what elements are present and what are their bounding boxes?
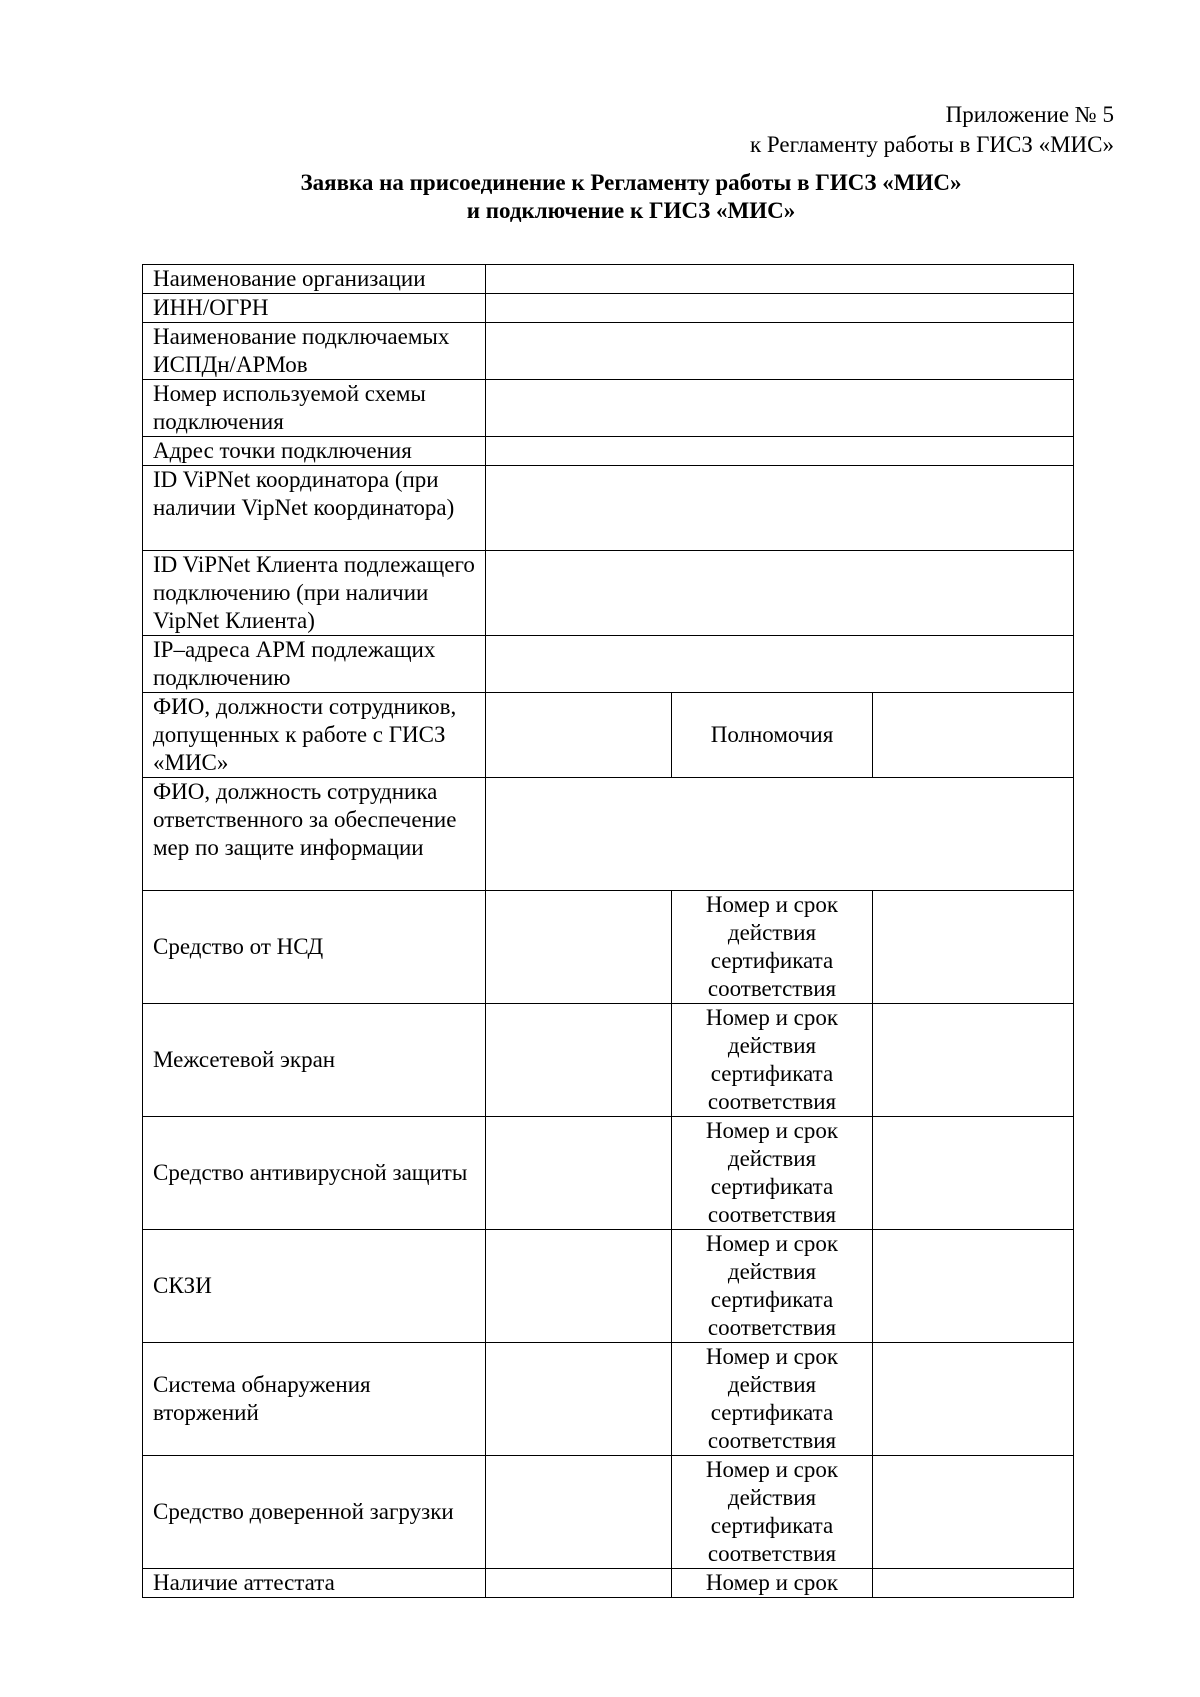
nsd-cert-value — [873, 891, 1074, 1004]
table-row — [143, 551, 1074, 636]
table-row — [143, 265, 1074, 294]
firewall-cert-value — [873, 1004, 1074, 1117]
antivirus-cert-value — [873, 1117, 1074, 1230]
ids-cert-label: Номер и срок действия сертификата соответствия — [672, 1343, 873, 1456]
inn-ogrn-label: ИНН/ОГРН — [143, 294, 486, 323]
vipnet-client-label: ID ViPNet Клиента подлежащего подключению (при наличии VipNet Клиента) — [143, 551, 486, 636]
firewall-value — [486, 1004, 672, 1117]
trusted-boot-value — [486, 1456, 672, 1569]
table-row — [143, 1004, 1074, 1117]
security-officer-value — [486, 778, 1074, 891]
ids-label: Система обнаружения вторжений — [143, 1343, 486, 1456]
table-row — [143, 294, 1074, 323]
security-officer-label: ФИО, должность сотрудника ответственного за обеспечение мер по защите информации — [143, 778, 486, 891]
attestat-value — [486, 1569, 672, 1598]
nsd-label: Средство от НСД — [143, 891, 486, 1004]
nsd-value — [486, 891, 672, 1004]
staff-value — [486, 693, 672, 778]
table-row — [143, 1230, 1074, 1343]
table-row — [143, 437, 1074, 466]
document-title — [0, 169, 1200, 225]
table-row — [143, 1569, 1074, 1598]
authority-value — [873, 693, 1074, 778]
table-row — [143, 891, 1074, 1004]
trusted-boot-label: Средство доверенной загрузки — [143, 1456, 486, 1569]
appendix-number: Приложение № 5 — [945, 102, 1114, 127]
staff-label: ФИО, должности сотрудников, допущенных к работе с ГИСЗ «МИС» — [143, 693, 486, 778]
ispdn-arm-value — [486, 323, 1074, 380]
vipnet-coordinator-label: ID ViPNet координатора (при наличии VipNet координатора) — [143, 466, 486, 551]
nsd-cert-label: Номер и срок действия сертификата соответствия — [672, 891, 873, 1004]
table-row — [143, 1117, 1074, 1230]
scheme-number-value — [486, 380, 1074, 437]
authority-label: Полномочия — [672, 693, 873, 778]
application-form-table — [142, 264, 1074, 1598]
firewall-label: Межсетевой экран — [143, 1004, 486, 1117]
trusted-boot-cert-value — [873, 1456, 1074, 1569]
table-row — [143, 323, 1074, 380]
antivirus-value — [486, 1117, 672, 1230]
org-name-label: Наименование организации — [143, 265, 486, 294]
point-address-value — [486, 437, 1074, 466]
vipnet-coordinator-value — [486, 466, 1074, 551]
table-row — [143, 1343, 1074, 1456]
antivirus-cert-label: Номер и срок действия сертификата соответствия — [672, 1117, 873, 1230]
ip-addresses-label: IP–адреса АРМ подлежащих подключению — [143, 636, 486, 693]
attestat-label: Наличие аттестата — [143, 1569, 486, 1598]
org-name-value — [486, 265, 1074, 294]
point-address-label: Адрес точки подключения — [143, 437, 486, 466]
firewall-cert-label: Номер и срок действия сертификата соответствия — [672, 1004, 873, 1117]
ip-addresses-value — [486, 636, 1074, 693]
appendix-header — [750, 100, 1114, 160]
attestat-cert-value — [873, 1569, 1074, 1598]
scheme-number-label: Номер используемой схемы подключения — [143, 380, 486, 437]
skzi-value — [486, 1230, 672, 1343]
skzi-cert-value — [873, 1230, 1074, 1343]
inn-ogrn-value — [486, 294, 1074, 323]
ids-value — [486, 1343, 672, 1456]
antivirus-label: Средство антивирусной защиты — [143, 1117, 486, 1230]
appendix-reference: к Регламенту работы в ГИСЗ «МИС» — [749, 132, 1114, 157]
skzi-cert-label: Номер и срок действия сертификата соответствия — [672, 1230, 873, 1343]
title-line-2: и подключение к ГИСЗ «МИС» — [466, 198, 796, 223]
trusted-boot-cert-label: Номер и срок действия сертификата соответствия — [672, 1456, 873, 1569]
table-row — [143, 1456, 1074, 1569]
table-row — [143, 466, 1074, 551]
vipnet-client-value — [486, 551, 1074, 636]
table-row — [143, 636, 1074, 693]
skzi-label: СКЗИ — [143, 1230, 486, 1343]
ispdn-arm-label: Наименование подключаемых ИСПДн/АРМов — [143, 323, 486, 380]
ids-cert-value — [873, 1343, 1074, 1456]
table-row — [143, 693, 1074, 778]
table-row — [143, 380, 1074, 437]
title-line-1: Заявка на присоединение к Регламенту работы в ГИСЗ «МИС» — [300, 170, 962, 195]
attestat-cert-label: Номер и срок — [672, 1569, 873, 1598]
table-row — [143, 778, 1074, 891]
